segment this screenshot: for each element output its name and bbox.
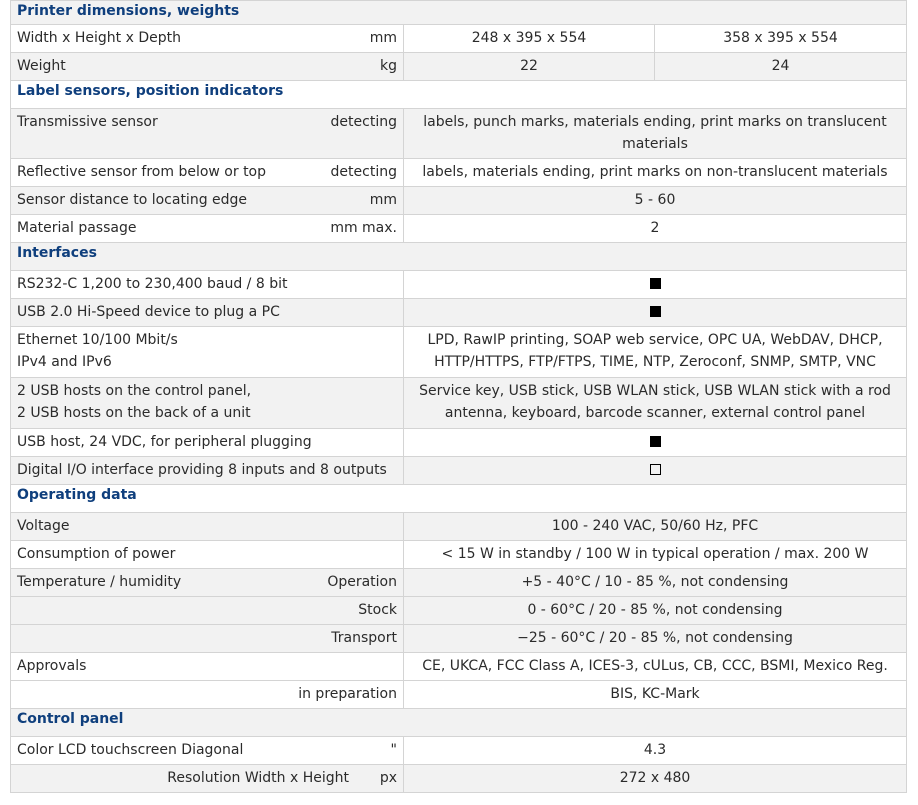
table-row <box>11 597 907 625</box>
standard-square-icon <box>650 306 661 317</box>
table-row <box>11 569 907 597</box>
row-label: Material passage <box>17 220 137 236</box>
row-unit: Transport <box>331 630 397 646</box>
row-label-line2: 2 USB hosts on the back of a unit <box>17 405 251 421</box>
section-header <box>11 1 907 25</box>
row-label: RS232-C 1,200 to 230,400 baud / 8 bit <box>11 271 404 299</box>
row-value: CE, UKCA, FCC Class A, ICES-3, cULus, CB, CCC, BSMI, Mexico Reg. <box>404 653 907 681</box>
row-value: +5 - 40°C / 10 - 85 %, not condensing <box>404 569 907 597</box>
row-unit: mm <box>369 192 397 208</box>
table-row <box>11 457 907 485</box>
row-value: 5 - 60 <box>404 187 907 215</box>
row-value: 0 - 60°C / 20 - 85 %, not condensing <box>404 597 907 625</box>
row-sublabel: Resolution Width x Height <box>167 770 349 786</box>
standard-square-icon <box>650 278 661 289</box>
row-label: Approvals <box>11 653 404 681</box>
row-label-line2: IPv4 and IPv6 <box>17 354 112 370</box>
row-value: −25 - 60°C / 20 - 85 %, not condensing <box>404 625 907 653</box>
row-value: LPD, RawIP printing, SOAP web service, OPC UA, WebDAV, DHCP, HTTP/HTTPS, FTP/FTPS, TIME, NTP, Zeroconf, SNMP, SMTP, VNC <box>404 327 907 378</box>
row-label: Digital I/O interface providing 8 inputs and 8 outputs <box>11 457 404 485</box>
table-row <box>11 429 907 457</box>
section-title: Operating data <box>11 485 907 513</box>
row-label: Temperature / humidity <box>17 574 182 590</box>
standard-square-icon <box>650 436 661 447</box>
row-unit: in preparation <box>298 686 397 702</box>
row-label: Consumption of power <box>11 541 404 569</box>
spec-table <box>10 0 907 793</box>
section-title: Label sensors, position indicators <box>11 81 907 109</box>
table-row <box>11 625 907 653</box>
row-value: 100 - 240 VAC, 50/60 Hz, PFC <box>404 513 907 541</box>
table-row <box>11 653 907 681</box>
table-row <box>11 378 907 429</box>
row-label: USB 2.0 Hi-Speed device to plug a PC <box>11 299 404 327</box>
row-value: 22 <box>404 53 655 81</box>
table-row <box>11 541 907 569</box>
row-value: labels, materials ending, print marks on non-translucent materials <box>404 159 907 187</box>
row-unit: px <box>379 770 397 786</box>
row-unit: kg <box>380 58 397 74</box>
section-title: Interfaces <box>11 243 907 271</box>
row-unit: Operation <box>327 574 397 590</box>
row-value: 358 x 395 x 554 <box>655 25 907 53</box>
table-row <box>11 327 907 378</box>
row-label: Transmissive sensor <box>17 114 158 130</box>
row-value: 272 x 480 <box>404 765 907 793</box>
table-row <box>11 271 907 299</box>
table-row <box>11 765 907 793</box>
row-value: BIS, KC-Mark <box>404 681 907 709</box>
row-value: 248 x 395 x 554 <box>404 25 655 53</box>
row-label: Color LCD touchscreen Diagonal <box>17 742 244 758</box>
table-row <box>11 215 907 243</box>
row-unit: " <box>390 742 397 758</box>
table-row <box>11 737 907 765</box>
row-label: Voltage <box>11 513 404 541</box>
table-row <box>11 513 907 541</box>
option-square-icon <box>650 464 661 475</box>
row-label: 2 USB hosts on the control panel, <box>17 383 252 399</box>
table-row <box>11 299 907 327</box>
table-row <box>11 109 907 159</box>
section-header <box>11 81 907 109</box>
table-row <box>11 25 907 53</box>
table-row <box>11 159 907 187</box>
section-title: Printer dimensions, weights <box>11 1 907 25</box>
row-label: Reflective sensor from below or top <box>17 164 267 180</box>
row-value: Service key, USB stick, USB WLAN stick, USB WLAN stick with a rod antenna, keyboard, barcode scanner, external control panel <box>404 378 907 429</box>
row-unit: detecting <box>330 114 397 130</box>
section-title: Control panel <box>11 709 907 737</box>
section-header <box>11 243 907 271</box>
section-header <box>11 485 907 513</box>
row-unit: mm max. <box>330 220 397 236</box>
row-value: < 15 W in standby / 100 W in typical operation / max. 200 W <box>404 541 907 569</box>
row-label: Weight <box>17 58 66 74</box>
row-label: Ethernet 10/100 Mbit/s <box>17 332 178 348</box>
row-value: 24 <box>655 53 907 81</box>
row-unit: detecting <box>330 164 397 180</box>
row-value: labels, punch marks, materials ending, print marks on translucent materials <box>404 109 907 159</box>
row-label: USB host, 24 VDC, for peripheral plugging <box>11 429 404 457</box>
row-unit: Stock <box>358 602 397 618</box>
table-row <box>11 53 907 81</box>
section-header <box>11 709 907 737</box>
row-value: 2 <box>404 215 907 243</box>
table-row <box>11 187 907 215</box>
table-row <box>11 681 907 709</box>
row-label: Sensor distance to locating edge <box>17 192 248 208</box>
row-value: 4.3 <box>404 737 907 765</box>
row-unit: mm <box>369 30 397 46</box>
row-label: Width x Height x Depth <box>17 30 181 46</box>
